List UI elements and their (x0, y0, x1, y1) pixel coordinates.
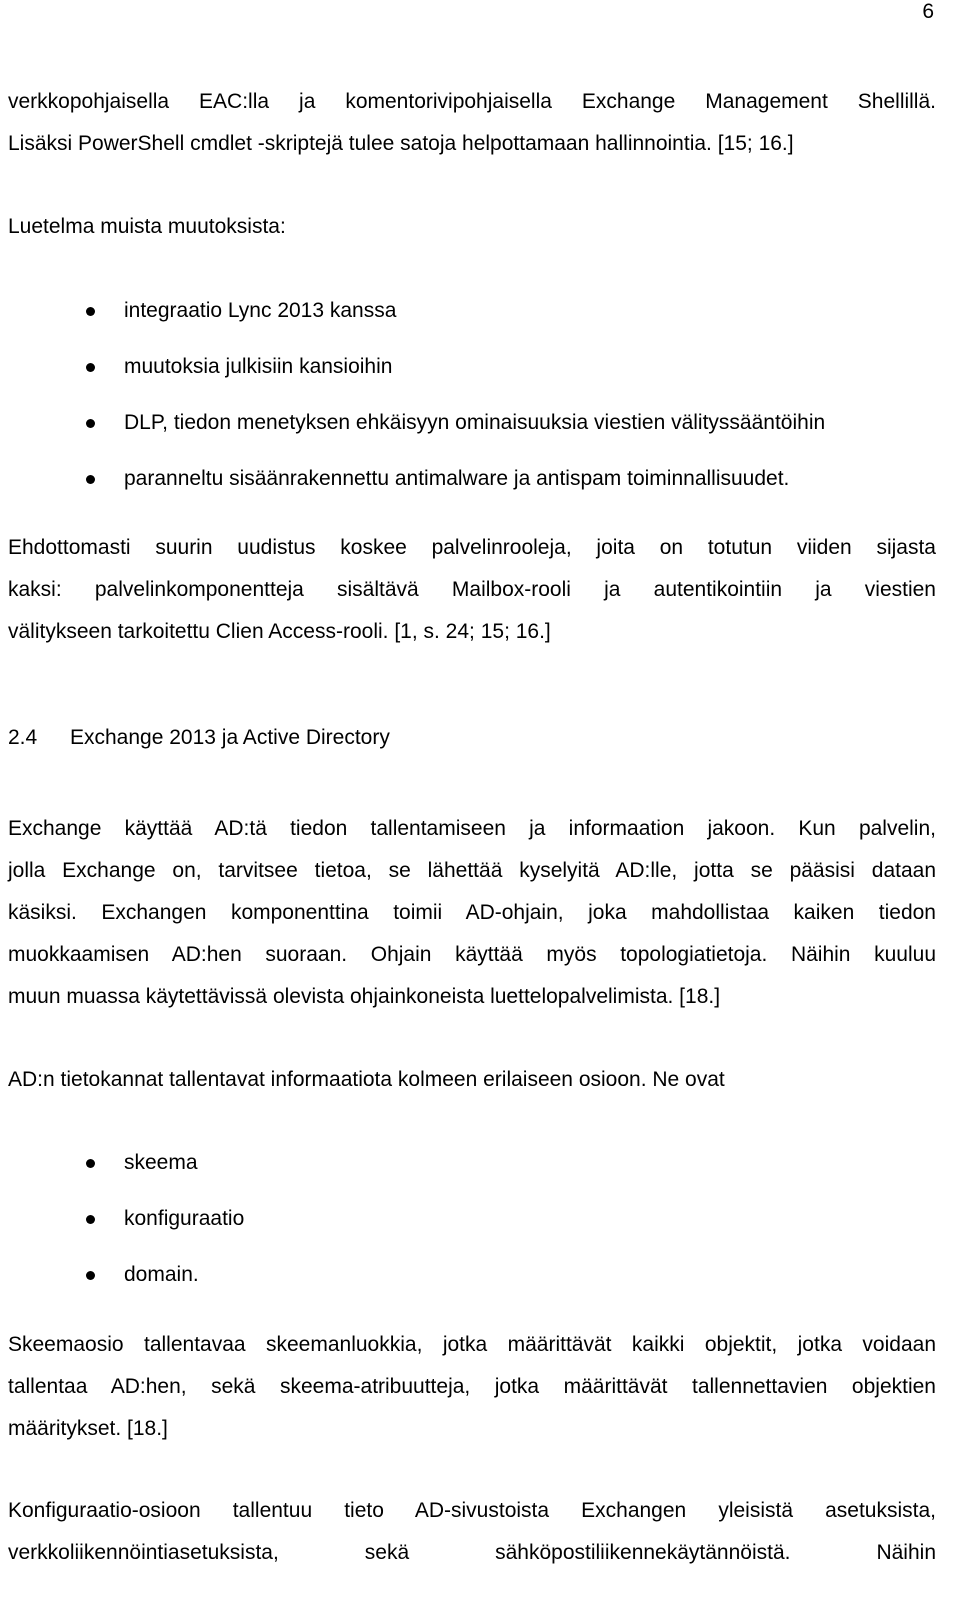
list-item-text: konfiguraatio (124, 1207, 245, 1230)
config-line-2: verkkoliikennöintiasetuksista, sekä sähköpostiliikennekäytännöistä. Näihin (8, 1541, 936, 1564)
roles-line-2: kaksi: palvelinkomponentteja sisältävä Mailbox-rooli ja autentikointiin ja viestien (8, 578, 936, 601)
ad-line-1: Exchange käyttää AD:tä tiedon tallentamiseen ja informaation jakoon. Kun palvelin, (8, 817, 936, 840)
bullet-icon (86, 1159, 95, 1168)
intro-line-2: Lisäksi PowerShell cmdlet -skriptejä tulee satoja helpottamaan hallinnointia. [15; 16.] (8, 132, 794, 155)
bullet-icon (86, 1271, 95, 1280)
bullet-icon (86, 475, 95, 484)
roles-line-3: välitykseen tarkoitettu Clien Access-rooli. [1, s. 24; 15; 16.] (8, 620, 551, 643)
config-line-1: Konfiguraatio-osioon tallentuu tieto AD-sivustoista Exchangen yleisistä asetuksista, (8, 1499, 936, 1522)
ad-line-5: muun muassa käytettävissä olevista ohjainkoneista luettelopalvelimista. [18.] (8, 985, 721, 1008)
ad-line-2: jolla Exchange on, tarvitsee tietoa, se lähettää kyselyitä AD:lle, jotta se pääsisi dataan (8, 859, 936, 882)
bullet-icon (86, 307, 95, 316)
bullet-icon (86, 1215, 95, 1224)
ad-line-4: muokkaamisen AD:hen suoraan. Ohjain käyttää myös topologiatietoja. Näihin kuuluu (8, 943, 936, 966)
changes-lead: Luetelma muista muutoksista: (8, 215, 286, 238)
list-item-text: muutoksia julkisiin kansioihin (124, 355, 393, 378)
roles-line-1: Ehdottomasti suurin uudistus koskee palvelinrooleja, joita on totutun viiden sijasta (8, 536, 936, 559)
section-title: Exchange 2013 ja Active Directory (70, 726, 390, 749)
bullet-icon (86, 363, 95, 372)
list-item-text: paranneltu sisäänrakennettu antimalware ja antispam toiminnallisuudet. (124, 467, 790, 490)
schema-line-2: tallentaa AD:hen, sekä skeema-atribuutteja, jotka määrittävät tallennettavien objektien (8, 1375, 936, 1398)
list-item-text: integraatio Lync 2013 kanssa (124, 299, 397, 322)
page-number: 6 (922, 0, 934, 23)
section-number: 2.4 (8, 726, 38, 749)
list-item-text: skeema (124, 1151, 198, 1174)
schema-line-3: määritykset. [18.] (8, 1417, 168, 1440)
bullet-icon (86, 419, 95, 428)
list-item-text: DLP, tiedon menetyksen ehkäisyyn ominaisuuksia viestien välityssääntöihin (124, 411, 826, 434)
schema-line-1: Skeemaosio tallentavaa skeemanluokkia, jotka määrittävät kaikki objektit, jotka voidaan (8, 1333, 936, 1356)
ad-line-3: käsiksi. Exchangen komponenttina toimii AD-ohjain, joka mahdollistaa kaiken tiedon (8, 901, 936, 924)
intro-line-1: verkkopohjaisella EAC:lla ja komentorivipohjaisella Exchange Management Shellillä. (8, 90, 936, 113)
partitions-lead: AD:n tietokannat tallentavat informaatiota kolmeen erilaiseen osioon. Ne ovat (8, 1068, 725, 1091)
list-item-text: domain. (124, 1263, 199, 1286)
